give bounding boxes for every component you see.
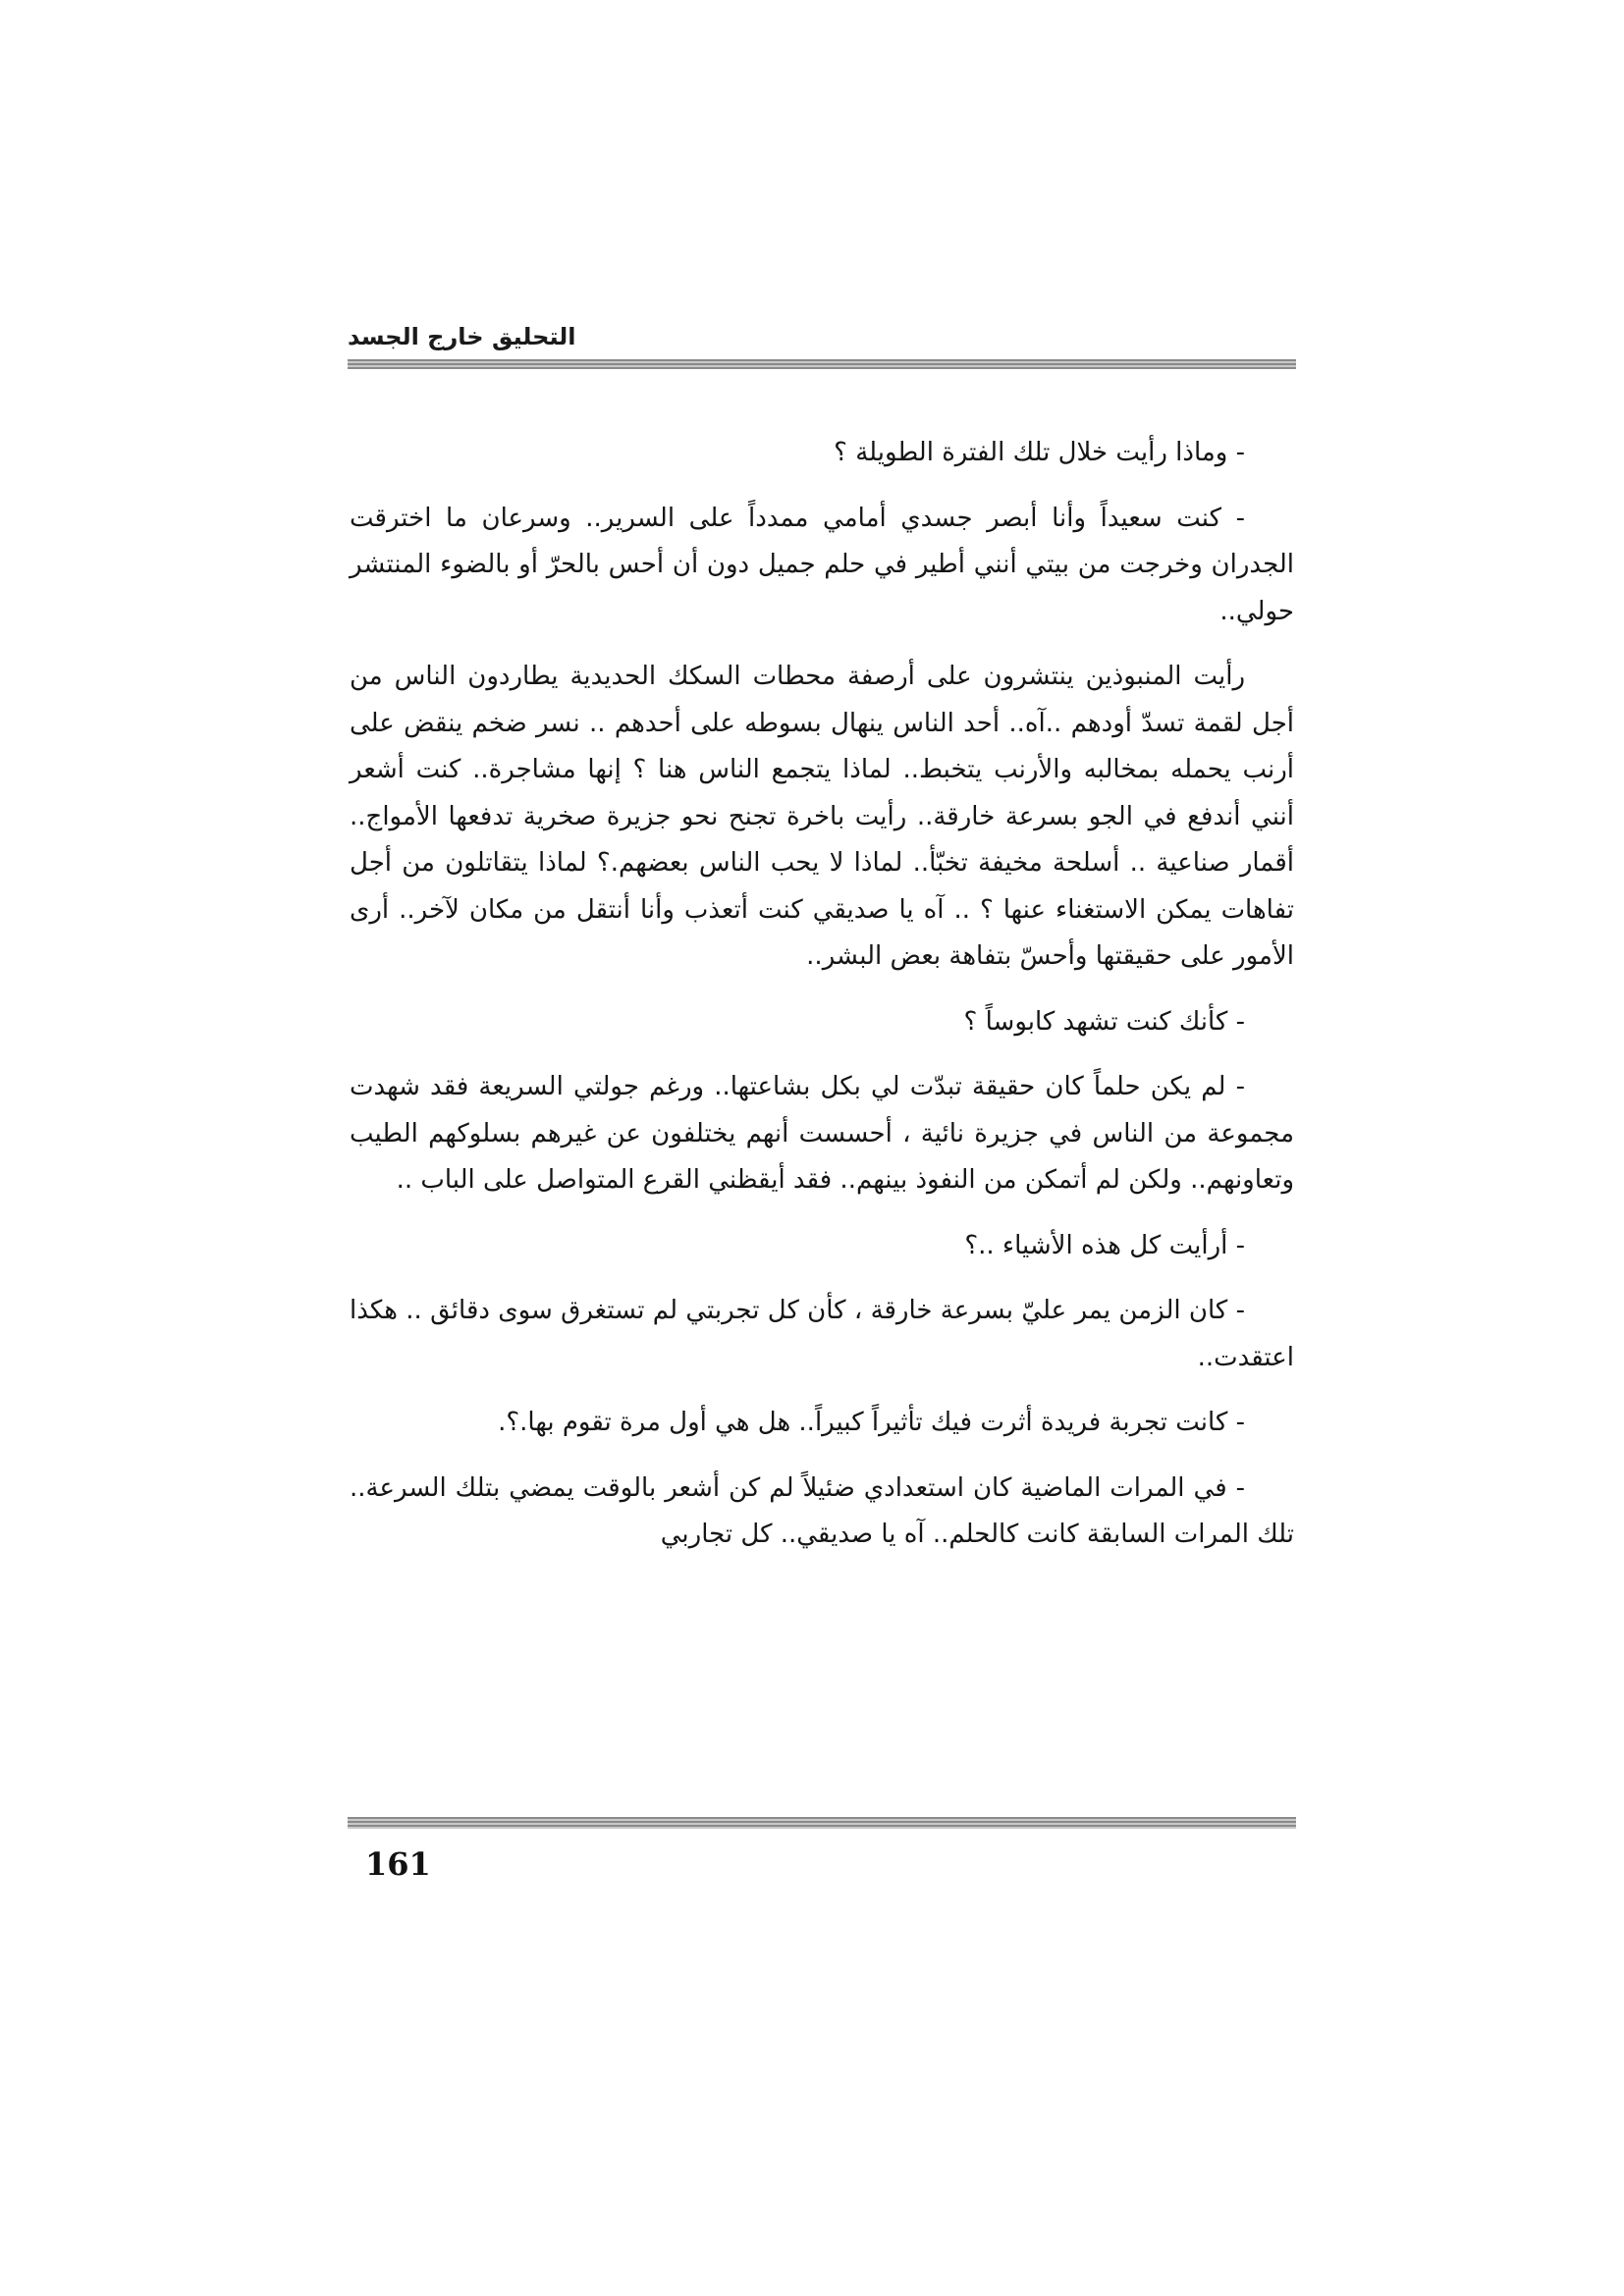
paragraph-9: - في المرات الماضية كان استعدادي ضئيلاً لم كن أشعر بالوقت يمضي بتلك السرعة.. تلك المرات السابقة كانت كالحلم.. آه يا صديقي.. كل تجاربي	[350, 1472, 1294, 1549]
paragraph-3: رأيت المنبوذين ينتشرون على أرصفة محطات السكك الحديدية يطاردون الناس من أجل لقمة تسدّ أودهم ..آه.. أحد الناس ينهال بسوطه على أحدهم .. نسر ضخم ينقض على أرنب يحمله بمخالبه والأرنب يتخبط.. لماذا يتجمع الناس هنا ؟ إنها مشاجرة.. كنت أشعر أنني أندفع في الجو بسرعة خارقة.. رأيت باخرة تجنح نحو جزيرة صخرية تدفعها الأمواج.. أقمار صناعية .. أسلحة مخيفة تخبّأ.. لماذا لا يحب الناس بعضهم.؟ لماذا يتقاتلون من أجل تفاهات يمكن الاستغناء عنها ؟ .. آه يا صديقي كنت أتعذب وأنا أنتقل من مكان لآخر.. أرى الأمور على حقيقتها وأحسّ بتفاهة بعض البشر..	[350, 662, 1294, 971]
paragraph-2: - كنت سعيداً وأنا أبصر جسدي أمامي ممدداً على السرير.. وسرعان ما اخترقت الجدران وخرجت من بيتي أنني أطير في حلم جميل دون أن أحس بالحرّ أو بالضوء المنتشر حولي..	[350, 503, 1294, 626]
page-number: 161	[365, 1845, 431, 1883]
running-header	[348, 319, 1296, 358]
paragraph-5: - لم يكن حلماً كان حقيقة تبدّت لي بكل بشاعتها.. ورغم جولتي السريعة فقد شهدت مجموعة من الناس في جزيرة نائية ، أحسست أنهم يختلفون عن غيرهم بسلوكهم الطيب وتعاونهم.. ولكن لم أتمكن من النفوذ بينهم.. فقد أيقظني القرع المتواصل على الباب ..	[350, 1072, 1294, 1195]
paragraph-6: - أرأيت كل هذه الأشياء ..؟	[964, 1230, 1245, 1260]
paragraph-1: - وماذا رأيت خلال تلك الفترة الطويلة ؟	[834, 438, 1245, 467]
paragraph-8: - كانت تجربة فريدة أثرت فيك تأثيراً كبيراً.. هل هي أول مرة تقوم بها.؟.	[498, 1408, 1245, 1437]
body-text	[350, 430, 1294, 1577]
header-rule	[348, 359, 1296, 369]
footer-rule	[348, 1817, 1296, 1829]
paragraph-4: - كأنك كنت تشهد كابوساً ؟	[963, 1006, 1245, 1037]
running-title: التحليق خارج الجسد	[348, 323, 576, 350]
paragraph-7: - كان الزمن يمر عليّ بسرعة خارقة ، كأن كل تجربتي لم تستغرق سوى دقائق .. هكذا اعتقدت..	[350, 1296, 1294, 1372]
